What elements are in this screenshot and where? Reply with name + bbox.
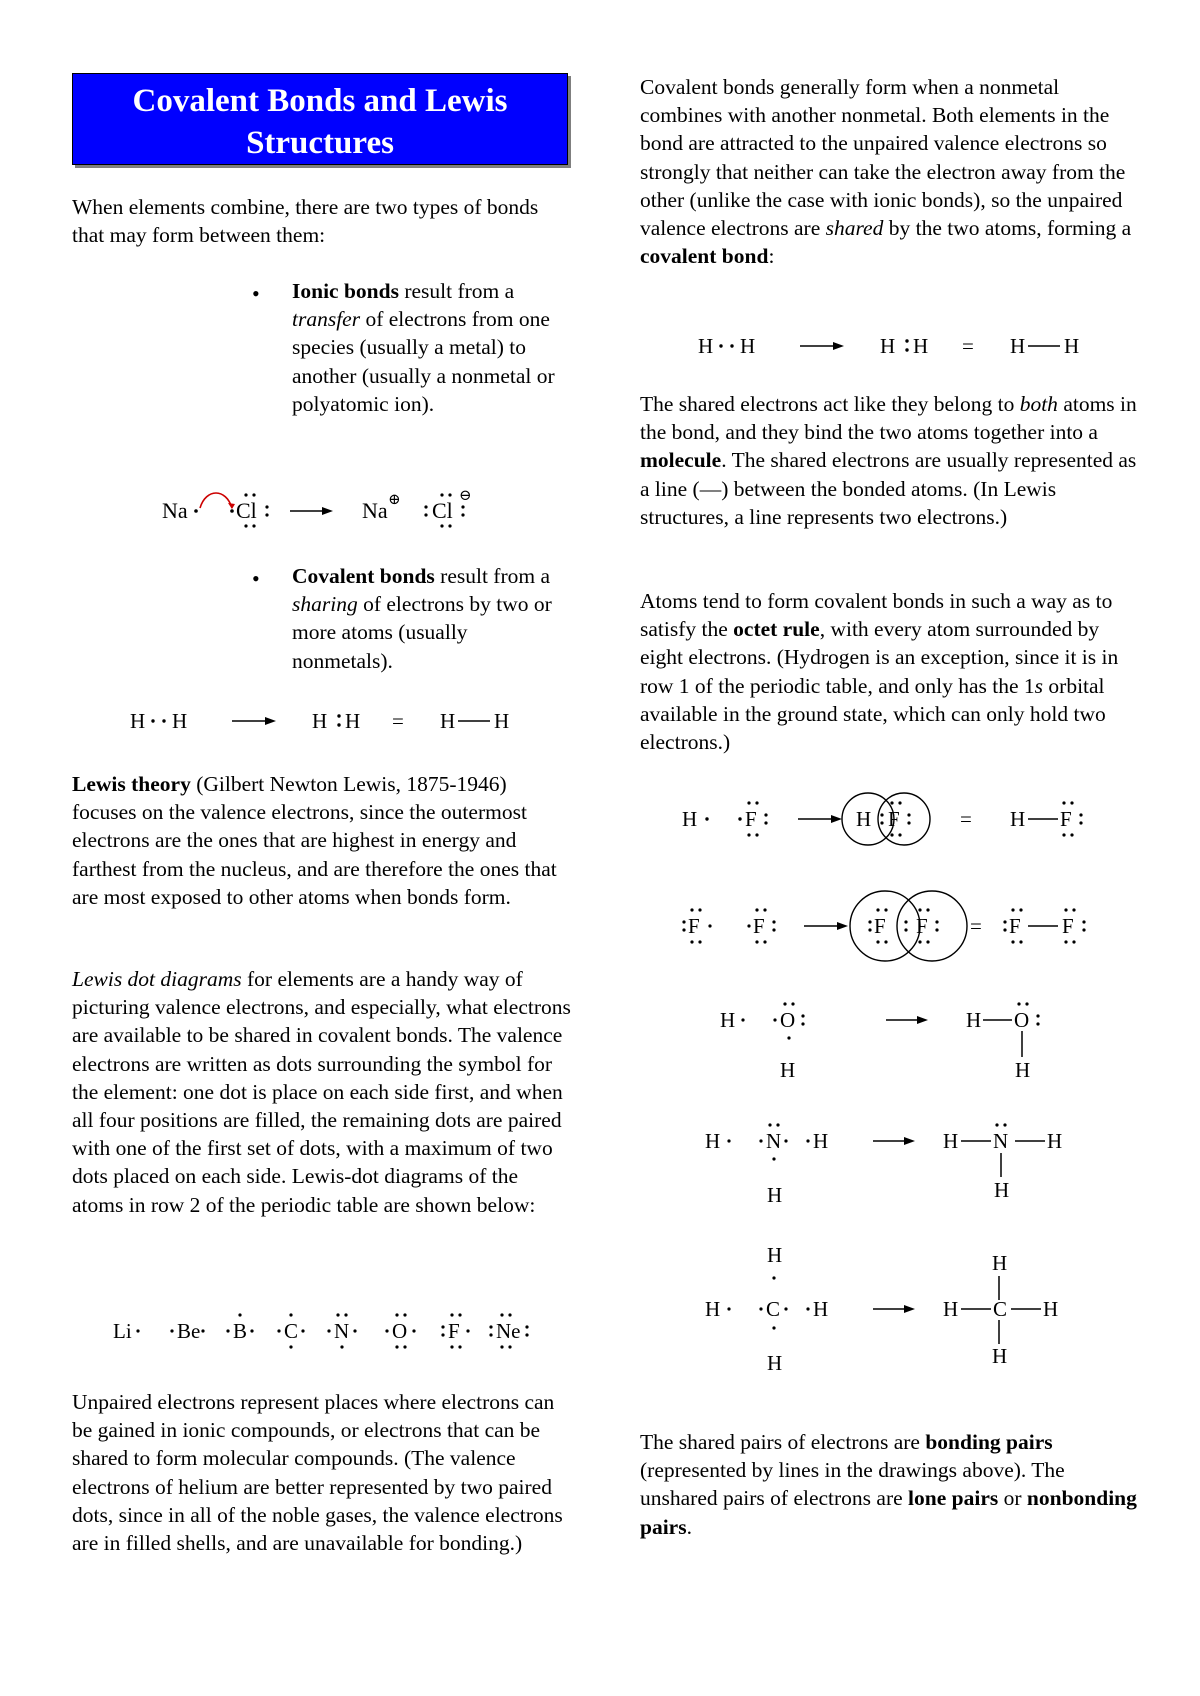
c-symbol: C bbox=[993, 1297, 1008, 1321]
na-symbol: Na bbox=[162, 498, 188, 523]
h-symbol: H bbox=[1015, 1058, 1031, 1082]
f-symbol: F bbox=[874, 914, 886, 938]
p2-italic: both bbox=[1019, 392, 1058, 416]
h-symbol: H bbox=[856, 807, 872, 831]
equals-sign: = bbox=[392, 709, 404, 733]
h-symbol: H bbox=[880, 334, 896, 358]
f-orbital-circle-right bbox=[897, 891, 967, 961]
f-symbol: F bbox=[753, 914, 765, 938]
cl-ion-symbol: Cl bbox=[432, 498, 453, 523]
ionic-italic: transfer bbox=[292, 307, 361, 332]
h-symbol: H bbox=[994, 1178, 1010, 1202]
lewis-theory-term: Lewis theory bbox=[72, 772, 191, 796]
f2-diagram bbox=[680, 886, 1120, 966]
p1-text-2: by the two atoms, forming a bbox=[883, 216, 1132, 241]
h-symbol: H bbox=[943, 1297, 959, 1321]
hf-diagram bbox=[680, 782, 1120, 852]
p4-text-b: (represented by lines in the drawings above). The unshared pairs of electrons are bbox=[640, 1458, 1065, 1511]
p4-text-d: . bbox=[686, 1514, 692, 1539]
o-symbol: O bbox=[780, 1008, 796, 1032]
f-symbol: F bbox=[1009, 914, 1021, 938]
molecule-term: molecule bbox=[640, 448, 722, 473]
p2-text-b: atoms in the bond, and they bind the two atoms together into a bbox=[640, 392, 1137, 445]
h-symbol: H bbox=[943, 1129, 959, 1153]
b-symbol: B bbox=[233, 1319, 248, 1343]
p3-text-c: orbital available in the ground state, which can only hold two electrons.) bbox=[640, 673, 1106, 755]
f-symbol: F bbox=[745, 807, 757, 831]
h-symbol: H bbox=[705, 1297, 721, 1321]
h-symbol: H bbox=[130, 709, 146, 733]
h-symbol: H bbox=[440, 709, 456, 733]
nh3-diagram bbox=[695, 1115, 1115, 1215]
ch4-diagram bbox=[695, 1240, 1115, 1390]
minus-charge-icon: ⊖ bbox=[459, 488, 472, 504]
nonbonding-pairs-term: nonbonding pairs bbox=[640, 1486, 1137, 1539]
f-symbol: F bbox=[1062, 914, 1074, 938]
covalent-intro-paragraph bbox=[640, 73, 1145, 270]
h-symbol: H bbox=[172, 709, 188, 733]
h-symbol: H bbox=[913, 334, 929, 358]
covalent-term: Covalent bonds bbox=[292, 564, 435, 588]
p4-text-a: The shared pairs of electrons are bbox=[640, 1430, 926, 1454]
bullet-icon: • bbox=[252, 566, 260, 591]
plus-charge-icon: ⊕ bbox=[388, 492, 401, 508]
equals-sign: = bbox=[970, 914, 982, 938]
n-symbol: N bbox=[993, 1129, 1009, 1153]
bonding-pairs-paragraph bbox=[640, 1428, 1145, 1541]
h-symbol: H bbox=[813, 1297, 829, 1321]
h-symbol: H bbox=[705, 1129, 721, 1153]
p2-text-c: . The shared electrons are usually represented as a line (—) between the bonded atoms. (In Lewis structures, a line represents two electrons.) bbox=[640, 448, 1137, 529]
na-ion-symbol: Na bbox=[362, 498, 388, 523]
cl-symbol: Cl bbox=[236, 498, 257, 523]
lewis-theory-paragraph bbox=[72, 770, 572, 911]
h2-diagram-right bbox=[688, 325, 1108, 365]
h-symbol: H bbox=[740, 334, 756, 358]
p1-end: : bbox=[768, 244, 775, 269]
li-symbol: Li bbox=[113, 1319, 132, 1343]
be-symbol: Be bbox=[177, 1319, 201, 1343]
lone-pairs-term: lone pairs bbox=[908, 1486, 999, 1511]
lewis-dot-term: Lewis dot diagrams bbox=[72, 967, 242, 991]
covalent-bonds-bullet bbox=[292, 562, 572, 675]
ionic-text-2: of electrons from one species (usually a metal) to another (usually a nonmetal or polyatomic ion). bbox=[292, 307, 555, 416]
p3-italic: s bbox=[1034, 673, 1044, 698]
c-symbol: C bbox=[766, 1297, 781, 1321]
p3-text-a: Atoms tend to form covalent bonds in such a way as to satisfy the bbox=[640, 589, 1113, 642]
covalent-bond-term: covalent bond bbox=[640, 244, 769, 269]
ionic-nacl-diagram bbox=[150, 478, 490, 538]
f-orbital-circle bbox=[878, 793, 930, 845]
ne-symbol: Ne bbox=[496, 1319, 521, 1343]
covalent-text-1: result from a bbox=[434, 564, 551, 588]
p1-text: Covalent bonds generally form when a nonmetal combines with another nonmetal. Both elements in the bond are attracted to the unpaired valence electrons so strongly that neither can take the electron away from the other (unlike the case with ionic bonds), so the unpaired valence electrons are bbox=[640, 75, 1126, 241]
covalent-italic: sharing bbox=[292, 592, 358, 617]
unpaired-paragraph: Unpaired electrons represent places where electrons can be gained in ionic compounds, or electrons that can be shared to form molecular compounds. (The valence electrons of helium are better represented by two paired dots, since in all of the noble gases, the valence electrons are in filled shells, and are unavailable for bonding.) bbox=[72, 1390, 563, 1556]
o-symbol: O bbox=[392, 1319, 408, 1343]
octet-rule-term: octet rule bbox=[733, 617, 820, 642]
electron-transfer-arrow bbox=[200, 493, 232, 508]
ionic-bonds-bullet bbox=[292, 277, 572, 418]
o-symbol: O bbox=[1014, 1008, 1030, 1032]
p3-text-b: , with every atom surrounded by eight electrons. (Hydrogen is an exception, since it is in row 1 of the periodic table, and only has the 1 bbox=[640, 617, 1119, 698]
p4-text-c: or bbox=[998, 1486, 1027, 1511]
h-symbol: H bbox=[767, 1243, 783, 1267]
row2-lewis-dots bbox=[105, 1305, 545, 1355]
h-symbol: H bbox=[1010, 807, 1026, 831]
lewis-dot-paragraph bbox=[72, 965, 572, 1219]
f-symbol: F bbox=[1060, 807, 1072, 831]
octet-rule-paragraph bbox=[640, 587, 1145, 756]
h-symbol: H bbox=[780, 1058, 796, 1082]
bonding-pairs-term: bonding pairs bbox=[925, 1430, 1053, 1454]
lewis-dot-text: for elements are a handy way of picturing valence electrons, and especially, what electrons are available to be shared in covalent bonds. The valence electrons are written as dots surrounding the symbol for the element: one dot is place on each side first, and when all four positions are filled, the remaining dots are paired with one of the first set of dots, with a maximum of two dots placed on each side. Lewis-dot diagrams of the atoms in row 2 of the periodic table are shown below: bbox=[72, 967, 571, 1217]
h-symbol: H bbox=[698, 334, 714, 358]
h2-diagram-left bbox=[120, 700, 520, 740]
equals-sign: = bbox=[962, 334, 974, 358]
h-symbol: H bbox=[345, 709, 361, 733]
h-symbol: H bbox=[312, 709, 328, 733]
h-symbol: H bbox=[1043, 1297, 1059, 1321]
h-symbol: H bbox=[494, 709, 510, 733]
c-symbol: C bbox=[284, 1319, 299, 1343]
h-symbol: H bbox=[992, 1251, 1008, 1275]
p1-italic: shared bbox=[825, 216, 884, 241]
ionic-term: Ionic bonds bbox=[292, 279, 399, 303]
h-symbol: H bbox=[1064, 334, 1080, 358]
shared-electrons-paragraph bbox=[640, 390, 1145, 531]
f-symbol: F bbox=[916, 914, 928, 938]
h-symbol: H bbox=[1047, 1129, 1063, 1153]
ionic-text-1: result from a bbox=[398, 279, 515, 303]
h-symbol: H bbox=[992, 1344, 1008, 1368]
h-symbol: H bbox=[767, 1183, 783, 1207]
n-symbol: N bbox=[766, 1129, 782, 1153]
equals-sign: = bbox=[960, 807, 972, 831]
h-symbol: H bbox=[767, 1351, 783, 1375]
h-symbol: H bbox=[720, 1008, 736, 1032]
h2o-diagram bbox=[700, 995, 1100, 1095]
h-symbol: H bbox=[1010, 334, 1026, 358]
h-symbol: H bbox=[966, 1008, 982, 1032]
f-symbol: F bbox=[888, 807, 900, 831]
h-symbol: H bbox=[813, 1129, 829, 1153]
intro-paragraph: When elements combine, there are two types of bonds that may form between them: bbox=[72, 195, 539, 248]
f-symbol: F bbox=[448, 1319, 460, 1343]
covalent-text-2: of electrons by two or more atoms (usually nonmetals). bbox=[292, 592, 552, 673]
h-symbol: H bbox=[682, 807, 698, 831]
bullet-icon: • bbox=[252, 281, 260, 306]
f-symbol: F bbox=[688, 914, 700, 938]
lewis-theory-text: (Gilbert Newton Lewis, 1875-1946) focuses on the valence electrons, since the outermost electrons are the ones that are highest in energy and farthest from the nucleus, and are therefore the ones that are most exposed to other atoms when bonds form. bbox=[72, 772, 557, 909]
n-symbol: N bbox=[334, 1319, 350, 1343]
page-title: Covalent Bonds and Lewis Structures bbox=[72, 73, 568, 165]
p2-text-a: The shared electrons act like they belong to bbox=[640, 392, 1020, 416]
